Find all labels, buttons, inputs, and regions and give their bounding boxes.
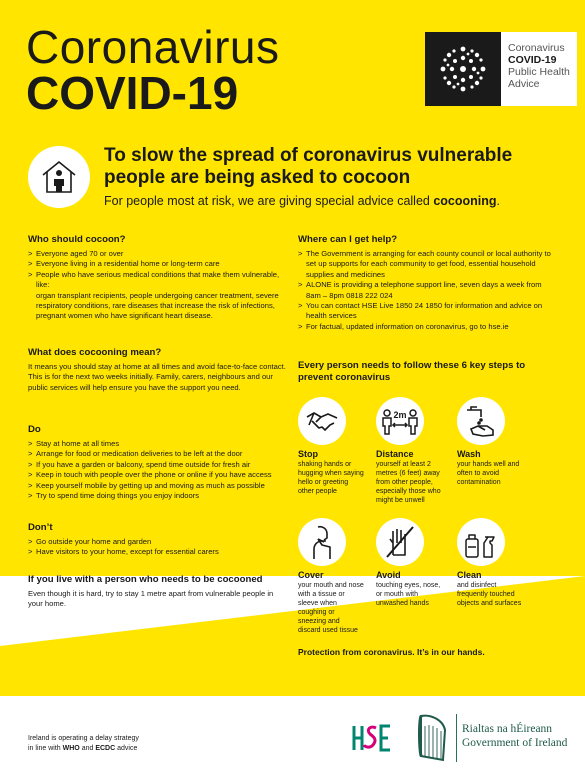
list-item: > Try to spend time doing things you enjoy indoors [28, 491, 286, 501]
footer-line1: Ireland is operating a delay strategy [28, 735, 139, 742]
step-label: Distance [376, 449, 414, 459]
distance-2m-label: 2m [393, 410, 407, 420]
step-wash [457, 397, 523, 487]
spray-bottle-icon [457, 518, 505, 566]
footer-and: and [79, 745, 96, 752]
gov-divider [456, 714, 457, 762]
hand-wash-icon [457, 397, 505, 445]
list-item: > The Government is arranging for each county council or local authority to set up supports for each community to get food, essential household supplies and medicines [298, 249, 558, 280]
house-icon [28, 146, 90, 208]
gov-line1: Rialtas na hÉireann [462, 723, 553, 735]
steps-heading-block [298, 360, 558, 387]
who-list [28, 249, 286, 291]
list-item: > Go outside your home and garden [28, 537, 286, 547]
list-item: > If you have a garden or balcony, spend time outside for fresh air [28, 460, 286, 470]
title-covid-19: COVID-19 [26, 67, 239, 119]
badge-text [501, 32, 570, 106]
list-item: > Keep in touch with people over the phone or online if you have access [28, 470, 286, 480]
subhead-bold: cocooning [433, 194, 497, 208]
do-heading: Do [28, 424, 41, 435]
list-item: > Everyone aged 70 or over [28, 249, 286, 259]
dont-heading: Don’t [28, 522, 53, 533]
help-section [298, 234, 558, 332]
badge-line4: Advice [508, 78, 540, 90]
protection-tagline: Protection from coronavirus. It’s in our hands. [298, 647, 485, 657]
handshake-icon [298, 397, 346, 445]
dont-list [28, 537, 286, 558]
subhead [104, 194, 500, 208]
footer-ecdc: ECDC [95, 745, 116, 752]
badge-line2: COVID-19 [508, 54, 557, 66]
step-text: your mouth and nose with a tissue or sleeve when coughing or sneezing and discard used tissue [298, 582, 364, 634]
headline: To slow the spread of coronavirus vulnerable people are being asked to cocoon [104, 145, 513, 188]
step-label: Cover [298, 570, 324, 580]
footer-suffix: advice [115, 745, 138, 752]
who-note: organ transplant recipients, people undergoing cancer treatment, severe respiratory conditions, rare diseases that increase the risk of infections, pregnant women who have significant heart disease. [36, 290, 279, 321]
what-heading: What does cocooning mean? [28, 347, 162, 358]
do-section [28, 424, 286, 501]
list-item: > Stay at home at all times [28, 439, 286, 449]
step-avoid [376, 518, 442, 608]
list-item: > Keep yourself mobile by getting up and moving as much as possible [28, 481, 286, 491]
footer-prefix: in line with [28, 745, 63, 752]
help-list [298, 249, 558, 332]
do-list [28, 439, 286, 501]
step-text: shaking hands or hugging when saying hello or greeting other people [298, 461, 364, 495]
list-item: > ALONE is providing a telephone support line, seven days a week from 8am – 8pm 0818 222 024 [298, 280, 558, 301]
footer-note [28, 734, 139, 754]
dont-section [28, 522, 286, 558]
step-text: yourself at least 2 metres (6 feet) away from other people, especially those who might be unwell [376, 461, 441, 504]
distance-icon [376, 397, 424, 445]
cough-icon [298, 518, 346, 566]
step-cover [298, 518, 364, 635]
help-heading: Where can I get help? [298, 234, 398, 245]
footer-who: WHO [62, 745, 80, 752]
step-text: and disinfect frequently touched objects and surfaces [457, 582, 522, 607]
who-heading: Who should cocoon? [28, 234, 126, 245]
step-label: Clean [457, 570, 482, 580]
hse-logo-icon [352, 718, 392, 758]
list-item: > For factual, updated information on coronavirus, go to hse.ie [298, 322, 558, 332]
subhead-prefix: For people most at risk, we are giving special advice called [104, 194, 434, 208]
step-label: Wash [457, 449, 481, 459]
subhead-suffix: . [496, 194, 501, 208]
who-section [28, 234, 286, 322]
government-of-ireland-logo [462, 722, 567, 750]
step-label: Avoid [376, 570, 401, 580]
step-label: Stop [298, 449, 318, 459]
badge-line3: Public Health [508, 66, 570, 78]
step-clean [457, 518, 523, 608]
step-distance [376, 397, 442, 505]
harp-emblem-icon [415, 712, 449, 764]
step-text: touching eyes, nose, or mouth with unwashed hands [376, 582, 441, 607]
list-item: > You can contact HSE Live 1850 24 1850 for information and advice on health services [298, 301, 558, 322]
list-item: > Arrange for food or medication deliveries to be left at the door [28, 449, 286, 459]
list-item: > Everyone living in a residential home or long-term care [28, 259, 286, 269]
title-coronavirus: Coronavirus [26, 21, 280, 73]
what-text: It means you should stay at home at all times and avoid face-to-face contact. This is for the next two weeks initially. Family, carers, neighbours and our public services will help ensure you have the support you need. [28, 362, 286, 392]
list-item: > People who have serious medical conditions that make them vulnerable, like: [28, 270, 286, 291]
live-with-heading: If you live with a person who needs to be cocooned [28, 574, 263, 585]
virus-icon [425, 32, 501, 106]
badge-line1: Coronavirus [508, 42, 565, 54]
live-with-section [28, 574, 286, 610]
public-health-badge [425, 32, 577, 106]
no-touch-icon [376, 518, 424, 566]
step-stop [298, 397, 364, 496]
footer-line2 [28, 744, 139, 754]
what-section [28, 347, 286, 393]
steps-heading: Every person needs to follow these 6 key steps to prevent coronavirus [298, 360, 526, 383]
live-with-text: Even though it is hard, try to stay 1 metre apart from vulnerable people in your home. [28, 589, 274, 609]
step-text: your hands well and often to avoid contamination [457, 461, 520, 486]
gov-line2: Government of Ireland [462, 737, 568, 749]
list-item: > Have visitors to your home, except for essential carers [28, 547, 286, 557]
